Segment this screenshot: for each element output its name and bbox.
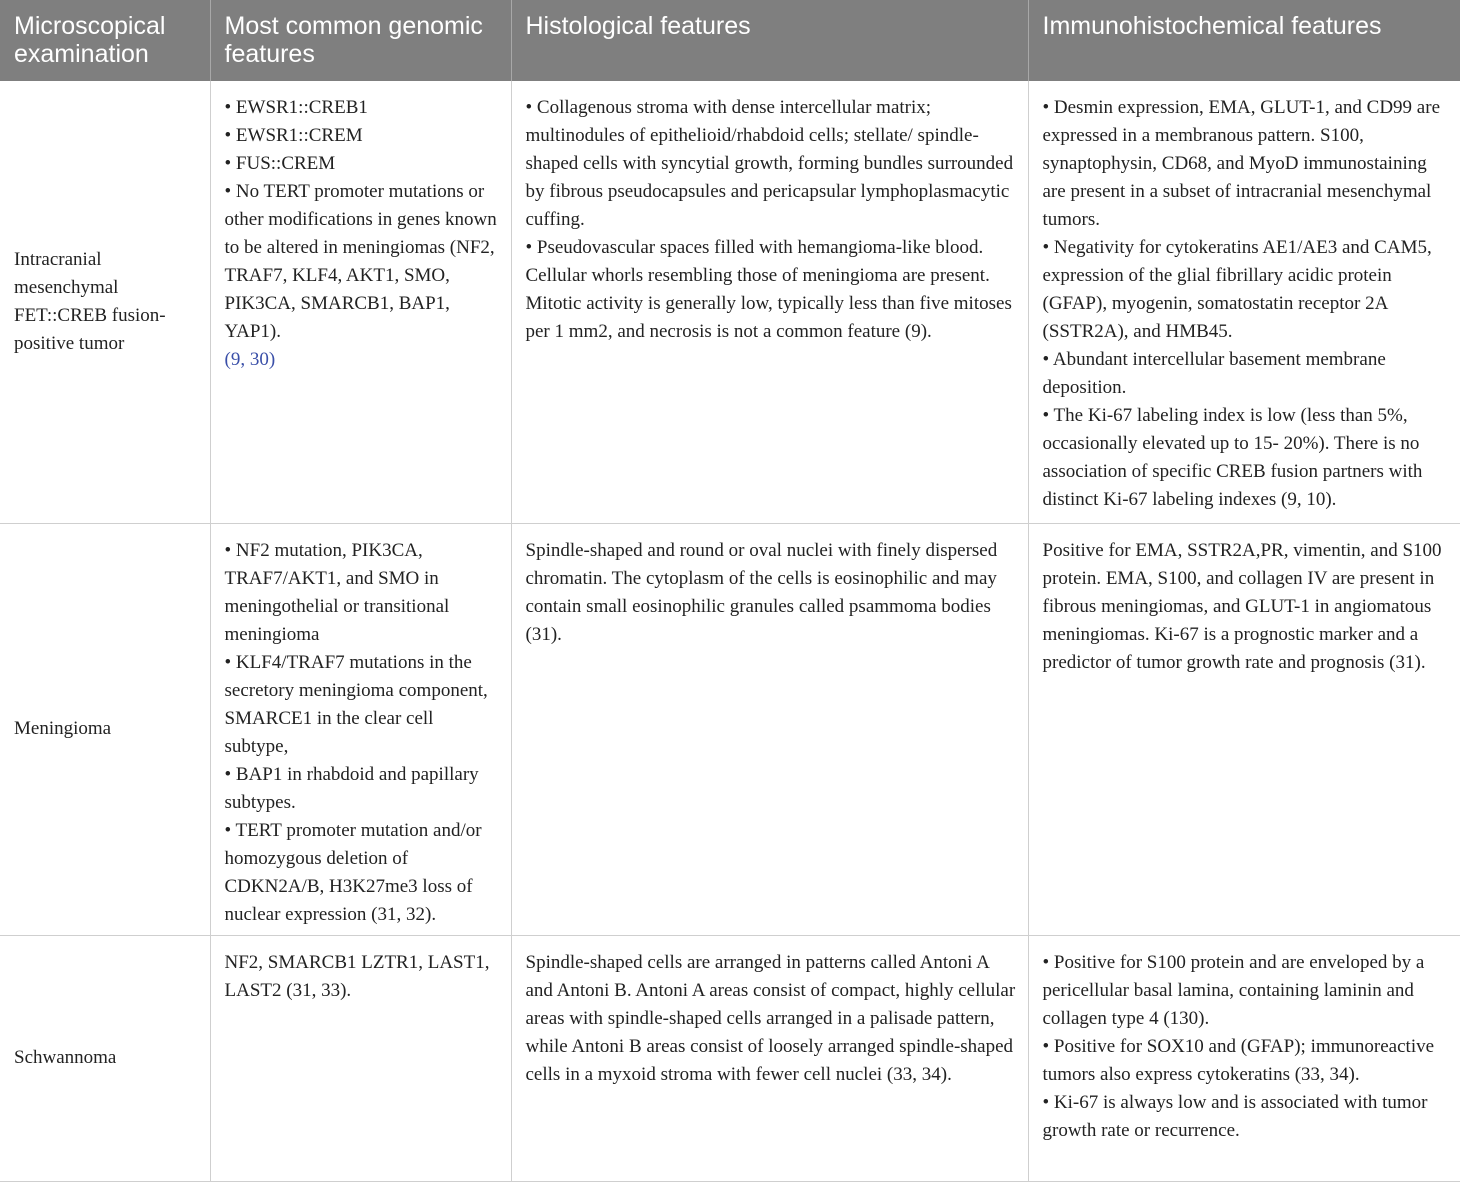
- tumor-name: Schwannoma: [14, 1047, 117, 1068]
- citation-link[interactable]: (9, 30): [224, 349, 276, 370]
- histology-line: Mitotic activity is generally low, typically less than five mitoses per 1 mm2, and necrosis is not a common feature (9).: [525, 293, 1012, 342]
- table-row: [0, 81, 1460, 523]
- tumor-name: Intracranial mesenchymal FET::CREB fusion-positive tumor: [14, 248, 166, 354]
- tumor-name-cell: [0, 523, 210, 935]
- immuno-cell: [1028, 81, 1460, 523]
- histology-cell: [511, 523, 1028, 935]
- histology-line: • Collagenous stroma with dense intercellular matrix; multinodules of epithelioid/rhabdoid cells; stellate/ spindle-shaped cells with syncytial growth, forming bundles surrounded by fibrous pseudocapsules and pericapsular lymphoplasmacytic cuffing.: [525, 97, 1014, 230]
- immuno-cell: [1028, 523, 1460, 935]
- table-row: [0, 935, 1460, 1181]
- genomic-line: • EWSR1::CREM: [224, 125, 363, 146]
- genomic-cell: [210, 935, 511, 1181]
- genomic-line: • TERT promoter mutation and/or homozygous deletion of CDKN2A/B, H3K27me3 loss of nuclear expression (31, 32).: [224, 819, 482, 925]
- genomic-line: • KLF4/TRAF7 mutations in the secretory meningioma component, SMARCE1 in the clear cell subtype,: [224, 651, 488, 757]
- histology-line: • Pseudovascular spaces filled with hemangioma-like blood. Cellular whorls resembling those of meningioma are present.: [525, 237, 990, 286]
- header-microscopical: Microscopical examination: [0, 0, 210, 81]
- header-row: [0, 0, 1460, 81]
- tumor-name-cell: [0, 81, 210, 523]
- immuno-line: • Abundant intercellular basement membrane deposition.: [1042, 349, 1386, 398]
- immuno-line: Positive for EMA, SSTR2A,PR, vimentin, and S100 protein. EMA, S100, and collagen IV are present in fibrous meningiomas, and GLUT-1 in angiomatous meningiomas. Ki-67 is a prognostic marker and a predictor of tumor growth rate and prognosis (31).: [1042, 539, 1442, 673]
- histology-cell: [511, 935, 1028, 1181]
- header-immunohistochemical: Immunohistochemical features: [1028, 0, 1460, 81]
- genomic-line: • No TERT promoter mutations or other modifications in genes known to be altered in meningiomas (NF2, TRAF7, KLF4, AKT1, SMO, PIK3CA, SMARCB1, BAP1, YAP1).: [224, 181, 497, 342]
- header-histological: Histological features: [511, 0, 1028, 81]
- genomic-cell: [210, 81, 511, 523]
- histology-line: Spindle-shaped and round or oval nuclei with finely dispersed chromatin. The cytoplasm of the cells is eosinophilic and may contain small eosinophilic granules called psammoma bodies (31).: [525, 539, 998, 645]
- genomic-line: NF2, SMARCB1 LZTR1, LAST1, LAST2 (31, 33).: [224, 951, 490, 1001]
- histology-line: Spindle-shaped cells are arranged in patterns called Antoni A and Antoni B. Antoni A areas consist of compact, highly cellular areas with spindle-shaped cells arranged in a palisade pattern, while Antoni B areas consist of loosely arranged spindle-shaped cells in a myxoid stroma with fewer cell nuclei (33, 34).: [525, 951, 1016, 1085]
- immuno-line: • Positive for S100 protein and are enveloped by a pericellular basal lamina, containing laminin and collagen type 4 (130).: [1042, 951, 1425, 1029]
- immuno-line: • Negativity for cytokeratins AE1/AE3 and CAM5, expression of the glial fibrillary acidic protein (GFAP), myogenin, somatostatin receptor 2A (SSTR2A), and HMB45.: [1042, 237, 1432, 342]
- immuno-line: • The Ki-67 labeling index is low (less than 5%, occasionally elevated up to 15- 20%). There is no association of specific CREB fusion partners with distinct Ki-67 labeling indexes (9, 10).: [1042, 405, 1423, 510]
- genomic-line: • FUS::CREM: [224, 153, 336, 174]
- header-genomic: Most common genomic features: [210, 0, 511, 81]
- genomic-line: • EWSR1::CREB1: [224, 97, 368, 118]
- tumor-name-cell: [0, 935, 210, 1181]
- immuno-line: • Desmin expression, EMA, GLUT-1, and CD99 are expressed in a membranous pattern. S100, synaptophysin, CD68, and MyoD immunostaining are present in a subset of intracranial mesenchymal tumors.: [1042, 97, 1440, 230]
- genomic-line: • BAP1 in rhabdoid and papillary subtypes.: [224, 763, 479, 813]
- immuno-line: • Positive for SOX10 and (GFAP); immunoreactive tumors also express cytokeratins (33, 34).: [1042, 1035, 1435, 1085]
- immuno-cell: [1028, 935, 1460, 1181]
- table-row: [0, 523, 1460, 935]
- immuno-line: • Ki-67 is always low and is associated with tumor growth rate or recurrence.: [1042, 1091, 1428, 1141]
- histology-cell: [511, 81, 1028, 523]
- genomic-line: • NF2 mutation, PIK3CA, TRAF7/AKT1, and SMO in meningothelial or transitional meningioma: [224, 539, 450, 645]
- genomic-cell: [210, 523, 511, 935]
- tumor-name: Meningioma: [14, 718, 112, 739]
